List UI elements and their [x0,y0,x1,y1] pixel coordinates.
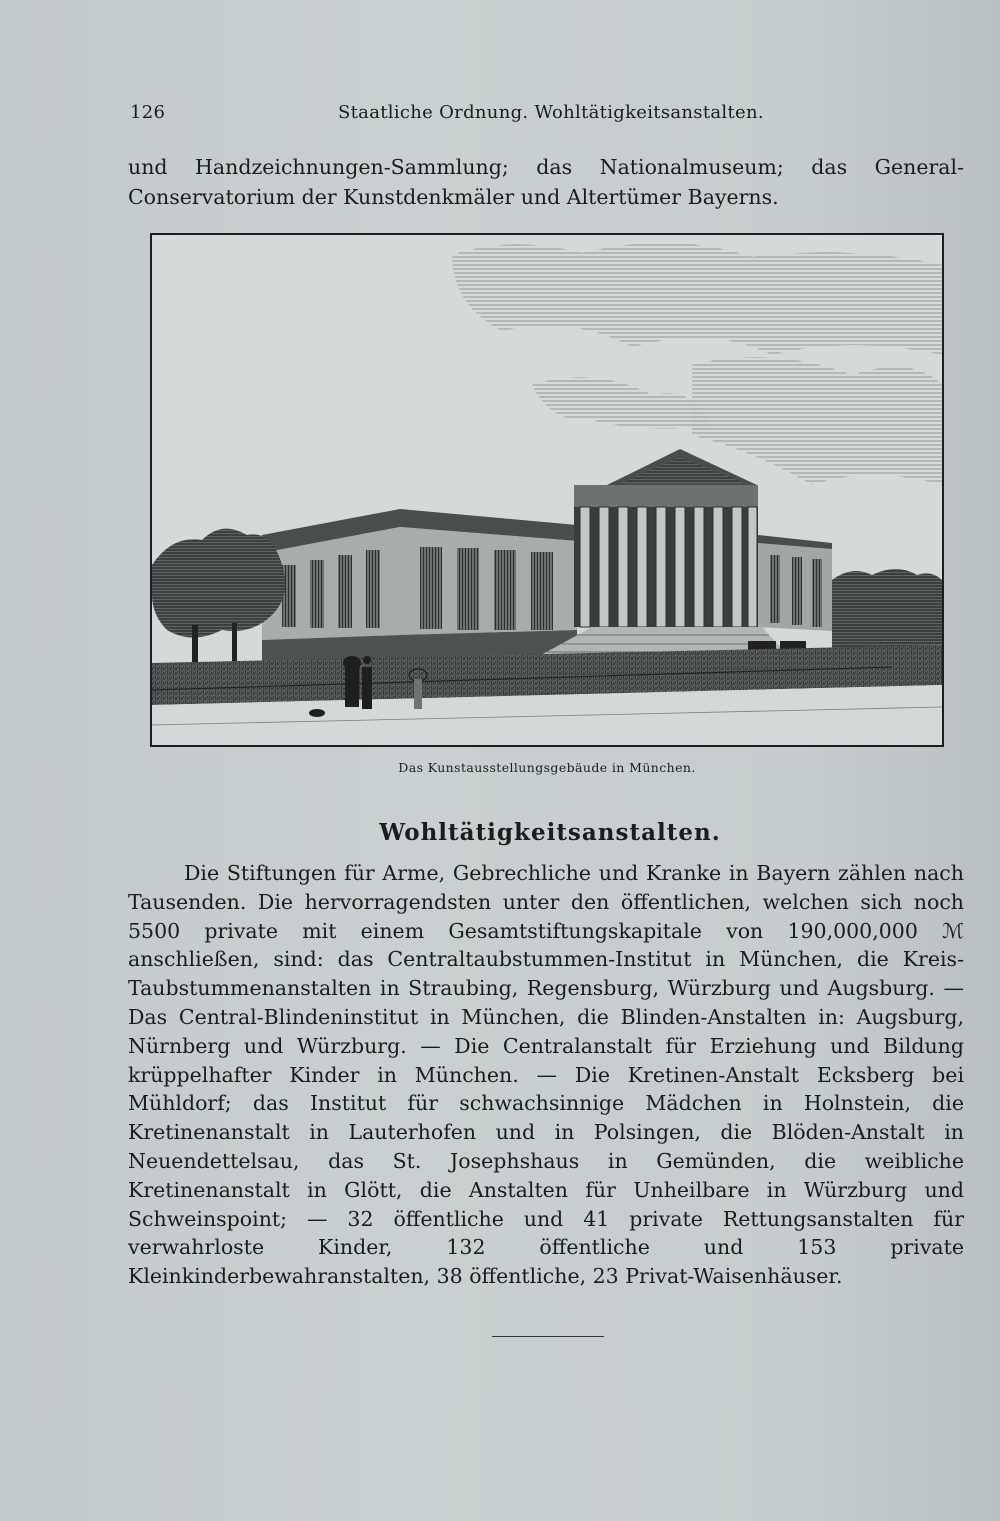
running-header [128,102,952,132]
figure-caption: Das Kunstausstellungsgebäude in München. [398,760,696,775]
body-paragraph: Die Stiftungen für Arme, Gebrechliche und Kranke in Bayern zählen nach Tausenden. Die hervorragendsten unter den öffentlichen, welchen sich noch 5500 private mit einem Gesamtstiftungskapitale von 190,000,000 ℳ anschließen, sind: das Centraltaubstummen-Institut in München, die Kreis-Taubstummenanstalten in Straubing, Regensburg, Würzburg und Augsburg. — Das Central-Blindeninstitut in München, die Blinden-Anstalten in: Augsburg, Nürnberg und Würzburg. — Die Centralanstalt für Erziehung und Bildung krüppelhafter Kinder in München. — Die Kretinen-Anstalt Ecksberg bei Mühldorf; das Institut für schwachsinnige Mädchen in Holnstein, die Kretinenanstalt in Lauterhofen und in Polsingen, die Blöden-Anstalt in Neuendettelsau, das St. Josephshaus in Gemünden, die weibliche Kretinenanstalt in Glött, die Anstalten für Unheilbare in Würzburg und Schweinspoint; — 32 öffentliche und 41 private Rettungsanstalten für verwahrloste Kinder, 132 öffentliche und 153 private Kleinkinderbewahranstalten, 38 öffentliche, 23 Privat-Waisenhäuser. [128,861,964,1289]
section-heading: Wohltätigkeitsanstalten. [379,819,721,846]
building-engraving [152,235,942,745]
closing-rule [492,1336,604,1337]
engraving-illustration [150,233,944,747]
running-title: Staatliche Ordnung. Wohltätigkeitsanstalten. [338,102,764,123]
intro-paragraph: und Handzeichnungen-Sammlung; das Nationalmuseum; das General-Conservatorium der Kunstdenkmäler und Altertümer Bayerns. [128,155,964,209]
page-number: 126 [130,102,166,123]
section-body [128,859,964,1291]
